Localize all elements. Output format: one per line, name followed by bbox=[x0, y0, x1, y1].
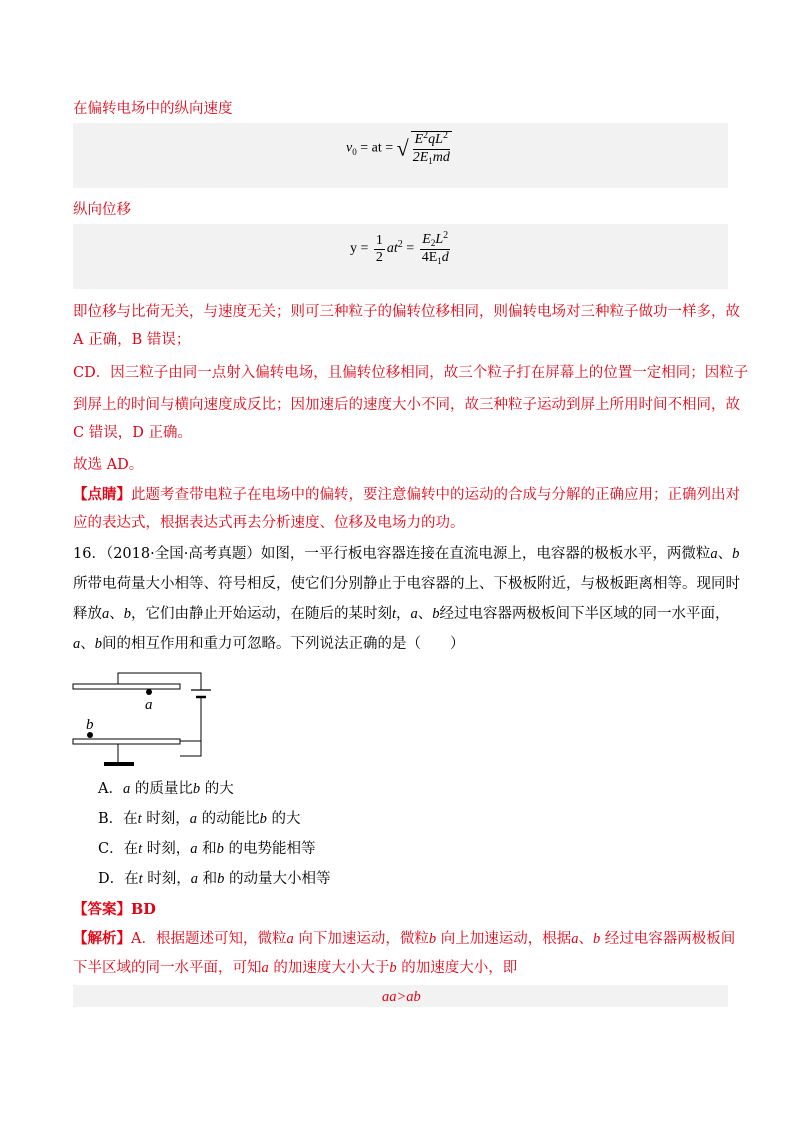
capacitor-circuit-diagram bbox=[70, 670, 220, 770]
upper-plate bbox=[73, 684, 180, 689]
option-a[interactable]: A．a 的质量比b 的大 bbox=[98, 781, 234, 797]
question-line-1: 16．（2018·全国·高考真题）如图，一平行板电容器连接在直流电源上，电容器的极板水平，两微粒a、b bbox=[73, 546, 740, 562]
ground-bar bbox=[104, 762, 134, 766]
section-heading-displacement: 纵向位移 bbox=[73, 202, 131, 218]
solution-line-1: 【解析】A．根据题述可知，微粒a 向下加速运动，微粒b 向上加速运动，根据a、b 经过电容器两极板间 bbox=[73, 930, 736, 947]
analysis-line-2: A 正确，B 错误； bbox=[73, 332, 191, 348]
answer: 【答案】BD bbox=[73, 901, 156, 918]
analysis-line-4: 到屏上的时间与横向速度成反比；因加速后的速度大小不同，故三种粒子运动到屏上所用时间不相同，故 bbox=[73, 397, 740, 413]
label-b: b bbox=[86, 717, 94, 733]
tip-line-2: 应的表达式，根据表达式再去分析速度、位移及电场力的功。 bbox=[73, 515, 465, 531]
equation-acceleration: aa>ab bbox=[382, 989, 421, 1005]
option-b[interactable]: B．在t 时刻，a 的动能比b 的大 bbox=[98, 811, 301, 827]
analysis-line-3: CD．因三粒子由同一点射入偏转电场，且偏转位移相同，故三个粒子打在屏幕上的位置一定相同；因粒子 bbox=[73, 365, 749, 381]
option-d[interactable]: D．在t 时刻，a 和b 的动量大小相等 bbox=[98, 871, 331, 887]
question-line-3: 释放a、b，它们由静止开始运动，在随后的某时刻t，a、b经过电容器两极板间下半区域的同一水平面， bbox=[73, 606, 730, 622]
question-line-4: a、b间的相互作用和重力可忽略。下列说法正确的是（ ） bbox=[73, 636, 465, 652]
solution-line-2: 下半区域的同一水平面，可知a 的加速度大小大于b 的加速度大小，即 bbox=[73, 960, 518, 976]
label-a: a bbox=[145, 697, 153, 713]
analysis-line-1: 即位移与比荷无关，与速度无关；则可三种粒子的偏转位移相同，则偏转电场对三种粒子做功一样多，故 bbox=[73, 304, 740, 320]
wire-right bbox=[180, 697, 201, 756]
equation-displacement: y = $\frac{1}{2}$ $at^2$ = $\frac{E_2L^2}{4E_1d}$ bbox=[350, 230, 449, 266]
question-line-2: 所带电荷量大小相等、符号相反，使它们分别静止于电容器的上、下极板附近，与极板距离相等。现同时 bbox=[73, 576, 740, 592]
tip-line-1: 【点睛】此题考查带电粒子在电场中的偏转，要注意偏转中的运动的合成与分解的正确应用；正确列出对 bbox=[73, 486, 740, 503]
equation-velocity: $v_0$ = at = √ $\frac{E^2qL^2}{2E_1md}$ bbox=[346, 130, 450, 166]
analysis-line-6: 故选 AD。 bbox=[73, 457, 144, 473]
analysis-line-5: C 错误，D 正确。 bbox=[73, 425, 192, 441]
option-c[interactable]: C．在t 时刻，a 和b 的电势能相等 bbox=[98, 841, 316, 857]
lower-plate bbox=[73, 739, 180, 744]
section-heading-velocity: 在偏转电场中的纵向速度 bbox=[73, 101, 233, 117]
particle-a bbox=[146, 689, 152, 695]
wire-top bbox=[118, 673, 201, 690]
